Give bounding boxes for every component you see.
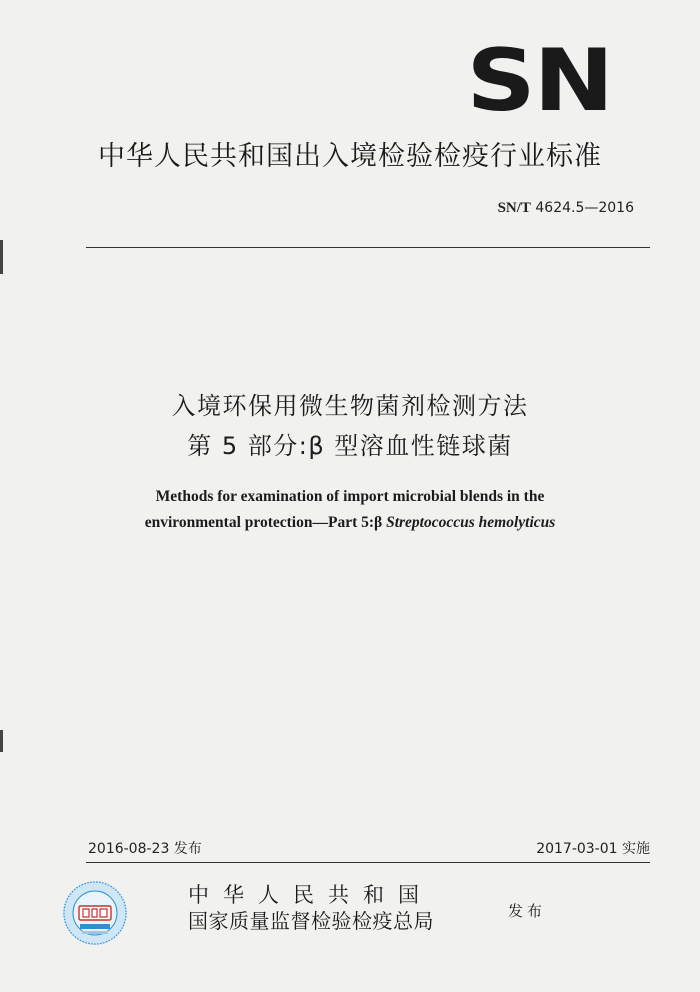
title-cn-line2: 第 5 部分:β 型溶血性链球菌: [187, 432, 513, 460]
title-en-line2-plain: environmental protection—Part 5:β: [144, 514, 387, 531]
title-en-line1: Methods for examination of import microbial blends in the: [155, 488, 545, 505]
issuer-line2: 国家质量监督检验检疫总局: [188, 909, 434, 933]
implementation-date: 2017-03-01 实施: [536, 841, 650, 857]
issue-word: 发布: [508, 902, 547, 920]
scan-edge-mark: [0, 730, 3, 752]
bottom-divider: [86, 862, 650, 863]
aqsiq-seal-icon: [62, 880, 128, 946]
issuer-line1: 中华人民共和国: [188, 883, 433, 907]
title-cn-line1: 入境环保用微生物菌剂检测方法: [171, 392, 529, 420]
standard-category: 中华人民共和国出入境检验检疫行业标准: [98, 141, 602, 172]
issuing-authority: [188, 882, 434, 934]
title-en-line2-italic: Streptococcus hemolyticus: [386, 514, 556, 531]
standard-number-value: 4624.5—2016: [535, 200, 634, 216]
top-divider: [86, 247, 650, 248]
standard-number: [498, 200, 634, 217]
sn-logo: SN: [466, 31, 612, 131]
title-en-line2: [0, 514, 700, 532]
standard-number-prefix: SN/T: [497, 200, 531, 216]
issue-date: 2016-08-23 发布: [88, 841, 202, 857]
scan-edge-mark: [0, 240, 3, 274]
